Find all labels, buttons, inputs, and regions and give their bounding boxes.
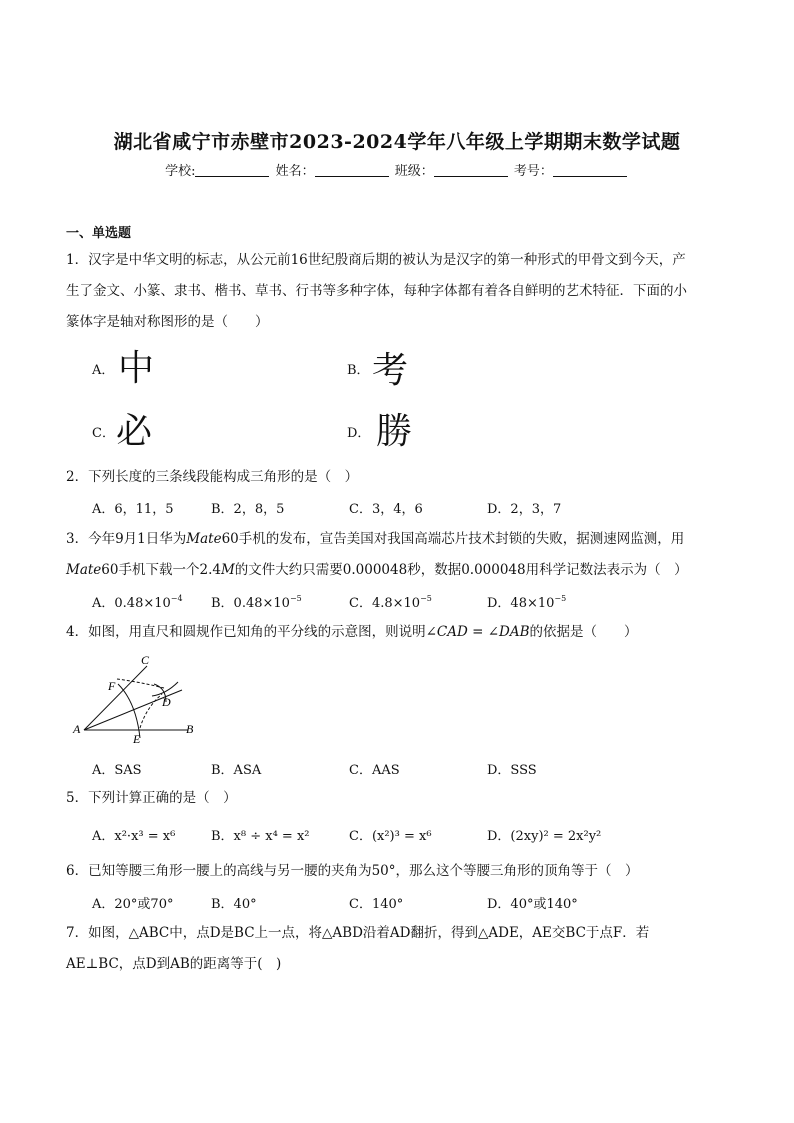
student-info-line: [0, 160, 794, 179]
label-c: C: [141, 653, 150, 667]
question-2: 2．下列长度的三条线段能构成三角形的是（ ）: [66, 469, 359, 485]
number-label: 考号：: [513, 164, 553, 179]
name-label: 姓名：: [275, 164, 315, 179]
q4-option-a: A．SAS: [92, 763, 142, 778]
q3-option-a: [92, 592, 183, 611]
question-6: 6．已知等腰三角形一腰上的高线与另一腰的夹角为50°，那么这个等腰三角形的顶角等于（ ）: [66, 863, 639, 879]
number-blank[interactable]: [553, 163, 627, 177]
label-b: B: [186, 722, 194, 736]
q3-a-exp: −4: [170, 594, 183, 603]
q3-line2: [66, 555, 728, 586]
q3-text-3: 60手机下载一个2.4: [101, 562, 221, 578]
q4-text-2: 的依据是（ ）: [529, 624, 638, 640]
label-e: E: [133, 732, 141, 746]
q4-text-1: 4．如图，用直尺和圆规作已知角的平分线的示意图，则说明∠: [66, 624, 437, 640]
q2-option-d: D．2，3，7: [487, 502, 562, 517]
q4-option-c: C．AAS: [349, 763, 400, 778]
question-3: [66, 524, 728, 586]
q3-mate-1: Mate: [186, 531, 222, 547]
section-heading: 一、单选题: [66, 226, 132, 241]
label-d: D: [162, 695, 171, 709]
q3-b-exp: −5: [289, 594, 302, 603]
q6-option-c: C．140°: [349, 897, 404, 912]
q6-option-a: A．20°或70°: [92, 897, 174, 912]
q1-line2: 生了金文、小篆、隶书、楷书、草书、行书等多种字体，每种字体都有着各自鲜明的艺术特征．下面的小: [66, 283, 687, 299]
q6-option-d: D．40°或140°: [487, 897, 578, 912]
q4-eq: = ∠: [467, 624, 500, 640]
q3-option-d: [487, 592, 566, 611]
q3-text-1: 3．今年9月1日华为: [66, 531, 187, 547]
q1-option-d-label: D．: [347, 426, 371, 441]
q5-option-c: C．(x²)³ = x⁶: [349, 829, 432, 844]
q3-a-base: A．0.48×10: [92, 596, 171, 611]
q1-option-b-label: B．: [347, 363, 370, 378]
q5-option-b: B．x⁸ ÷ x⁴ = x²: [211, 829, 310, 844]
q3-d-base: D．48×10: [487, 596, 555, 611]
q1-option-c-seal-char: 必: [116, 411, 153, 452]
q3-c-exp: −5: [420, 594, 432, 603]
q1-option-a-seal-char: 中: [118, 348, 155, 389]
question-7: [66, 918, 728, 980]
q1-option-c-label: C．: [92, 426, 115, 441]
label-f: F: [108, 679, 116, 693]
q3-c-base: C．4.8×10: [349, 596, 421, 611]
q1-option-a-label: A．: [92, 363, 115, 378]
q1-option-b-seal-char: 考: [372, 350, 409, 391]
q4-cad: CAD: [436, 624, 468, 640]
q3-mate-2: Mate: [66, 562, 102, 578]
dashed-fd: [117, 679, 164, 688]
q3-b-base: B．0.48×10: [211, 596, 290, 611]
q4-figure: [70, 650, 210, 750]
q3-text-2: 60手机的发布，宣告美国对我国高端芯片技术封锁的失败，据测速网监测，用: [221, 531, 685, 547]
q4-option-d: D．SSS: [487, 763, 537, 778]
q2-option-c: C．3，4，6: [349, 502, 423, 517]
school-label: 学校:: [165, 164, 196, 179]
q3-d-exp: −5: [554, 594, 567, 603]
q3-unit: M: [220, 562, 235, 578]
exam-title: 湖北省咸宁市赤壁市2023-2024学年八年级上学期期末数学试题: [113, 131, 681, 153]
class-blank[interactable]: [434, 163, 508, 177]
q4-dab: DAB: [499, 624, 530, 640]
class-label: 班级：: [394, 164, 434, 179]
question-4: [66, 617, 728, 648]
name-blank[interactable]: [315, 163, 389, 177]
ray-ac: [84, 666, 147, 730]
q1-line1: 1．汉字是中华文明的标志，从公元前16世纪殷商后期的被认为是汉字的第一种形式的甲骨文到今天，产: [66, 252, 686, 268]
question-5: 5．下列计算正确的是（ ）: [66, 790, 237, 806]
q3-option-c: [349, 592, 432, 611]
q2-option-a: A．6，11，5: [92, 502, 174, 517]
school-blank[interactable]: [195, 163, 269, 177]
q6-option-b: B．40°: [211, 897, 257, 912]
q5-option-a: A．x²·x³ = x⁶: [92, 829, 176, 844]
q1-line3: 篆体字是轴对称图形的是（ ）: [66, 314, 269, 330]
q7-line1: 7．如图，△ABC中，点D是BC上一点，将△ABD沿着AD翻折，得到△ADE，AE交BC于点F．若: [66, 925, 650, 941]
q7-line2: AE⊥BC，点D到AB的距离等于( ): [66, 956, 282, 972]
q3-text-4: 的文件大约只需要0.000048秒，数据0.000048用科学记数法表示为（ ）: [234, 562, 688, 578]
q3-line1: [66, 524, 728, 555]
q3-option-b: [211, 592, 302, 611]
q4-option-b: B．ASA: [211, 763, 262, 778]
question-1: [66, 245, 728, 338]
label-a: A: [73, 722, 81, 736]
q2-option-b: B．2，8，5: [211, 502, 285, 517]
q5-option-d: D．(2xy)² = 2x²y²: [487, 829, 602, 844]
q1-option-d-seal-char: 勝: [376, 411, 413, 452]
